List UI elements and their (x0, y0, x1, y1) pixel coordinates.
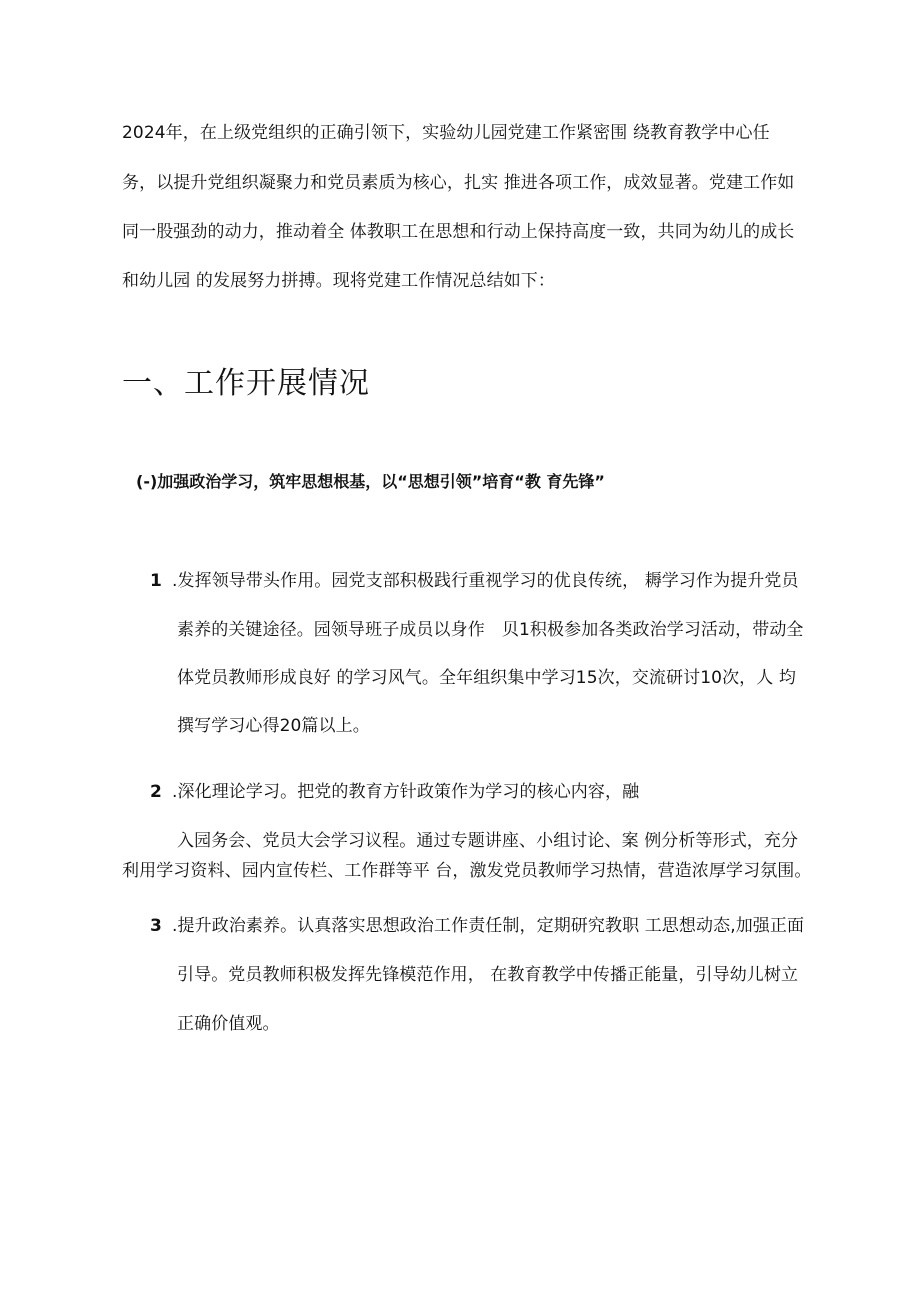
item-1-line-2: 素养的关键途径。园领导班子成员以身作 贝1积极参加各类政治学习活动，带动全 (177, 620, 804, 640)
intro-line-4: 和幼儿园 的发展努力拼搏。现将党建工作情况总结如下： (122, 271, 556, 291)
item-1-line-1: .发挥领导带头作用。园党支部积极践行重视学习的优良传统， 耨学习作为提升党员 (172, 571, 799, 591)
item-3-number: 3 (150, 916, 162, 936)
item-1-line-4: 撰写学习心得20篇以上。 (177, 716, 370, 736)
item-1-line-3: 体党员教师形成良好 的学习风气。全年组织集中学习15次，交流研讨10次，人 均 (177, 668, 796, 688)
subsection-heading: (-)加强政治学习，筑牢思想根基，以“思想引领”培育“教 育先锋” (136, 472, 605, 491)
item-3-line-2: 引导。党员教师积极发挥先锋模范作用， 在教育教学中传播正能量，引导幼儿树立 (177, 965, 799, 985)
section-heading: 一、工作开展情况 (122, 366, 370, 401)
item-2-line-2: 入园务会、党员大会学习议程。通过专题讲座、小组讨论、案 例分析等形式，充分 (177, 831, 799, 851)
intro-line-3: 同一股强劲的动力，推动着全 体教职工在思想和行动上保持高度一致，共同为幼儿的成长 (122, 222, 795, 242)
item-2-line-3: 利用学习资料、园内宣传栏、工作群等平 台，激发党员教师学习热情，营造浓厚学习氛围。 (122, 861, 812, 881)
item-1-number: 1 (150, 571, 162, 591)
intro-line-1: 2024年，在上级党组织的正确引领下，实验幼儿园党建工作紧密围 绕教育教学中心任 (122, 123, 770, 143)
item-2-number: 2 (150, 782, 162, 802)
item-3-line-3: 正确价值观。 (177, 1014, 280, 1034)
item-3-line-1: .提升政治素养。认真落实思想政治工作责任制，定期研究教职 工思想动态,加强正面 (172, 916, 805, 936)
item-2-line-1: .深化理论学习。把党的教育方针政策作为学习的核心内容，融 (172, 782, 640, 802)
intro-line-2: 务，以提升党组织凝聚力和党员素质为核心，扎实 推进各项工作，成效显著。党建工作如 (122, 173, 795, 193)
